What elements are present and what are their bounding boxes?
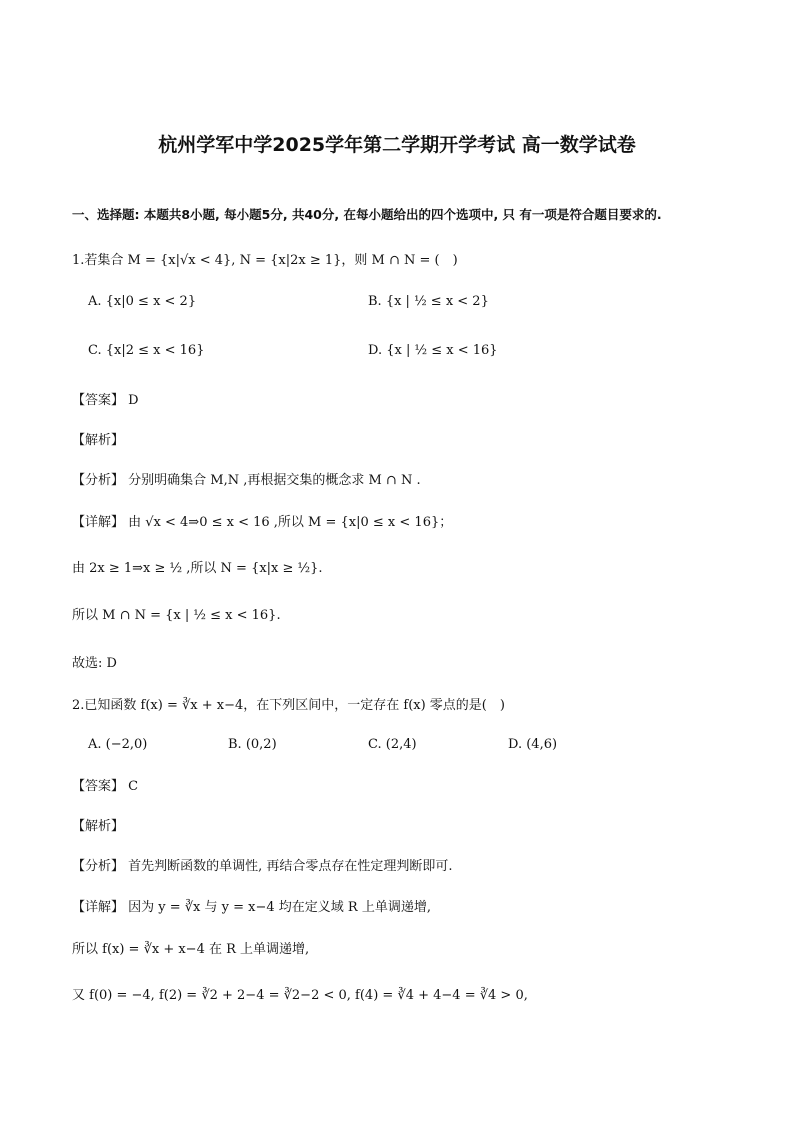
q2-option-a: A. (−2,0) [88,737,148,752]
q1-fenxi: 【分析】 分别明确集合 M,N ,再根据交集的概念求 M ∩ N . [72,473,421,488]
q2-derivation-line-2: 所以 f(x) = ∛x + x−4 在 R 上单调递增, [72,942,310,957]
q1-option-a: A. {x|0 ≤ x < 2} [88,294,197,309]
q2-derivation-line-3: 又 f(0) = −4, f(2) = ∛2 + 2−4 = ∛2−2 < 0, f(4) = ∛4 + 4−4 = ∛4 > 0, [72,988,528,1003]
q2-analysis-label: 【解析】 [72,819,125,834]
section-heading: 一、选择题: 本题共8小题, 每小题5分, 共40分, 在每小题给出的四个选项中, 只 有一项是符合题目要求的. [72,207,662,222]
q1-derivation-line-3: 所以 M ∩ N = {x | ½ ≤ x < 16}. [72,608,281,623]
q2-option-c: C. (2,4) [368,737,417,752]
q2-xiangjie: 【详解】 因为 y = ∛x 与 y = x−4 均在定义域 R 上单调递增, [72,900,431,915]
q2-option-d: D. (4,6) [508,737,558,752]
q1-answer: 【答案】 D [72,393,139,408]
question-1-stem: 1.若集合 M = {x|√x < 4}, N = {x|2x ≥ 1}，则 M ∩ N = ( ) [72,253,458,268]
q1-option-d: D. {x | ½ ≤ x < 16} [368,343,498,358]
q2-option-b: B. (0,2) [228,737,277,752]
q1-option-b: B. {x | ½ ≤ x < 2} [368,294,489,309]
q1-analysis-label: 【解析】 [72,433,125,448]
q1-derivation-line-2: 由 2x ≥ 1⇒x ≥ ½ ,所以 N = {x|x ≥ ½}. [72,561,323,576]
q2-fenxi: 【分析】 首先判断函数的单调性, 再结合零点存在性定理判断即可. [72,859,453,874]
question-2-stem: 2.已知函数 f(x) = ∛x + x−4，在下列区间中，一定存在 f(x) 零点的是( ) [72,698,505,713]
q1-final-choice: 故选: D [72,656,117,671]
q2-answer: 【答案】 C [72,779,139,794]
page-title: 杭州学军中学2025学年第二学期开学考试 高一数学试卷 [158,134,636,156]
q1-option-c: C. {x|2 ≤ x < 16} [88,343,205,358]
q1-xiangjie: 【详解】 由 √x < 4⇒0 ≤ x < 16 ,所以 M = {x|0 ≤ x < 16}； [72,515,453,530]
